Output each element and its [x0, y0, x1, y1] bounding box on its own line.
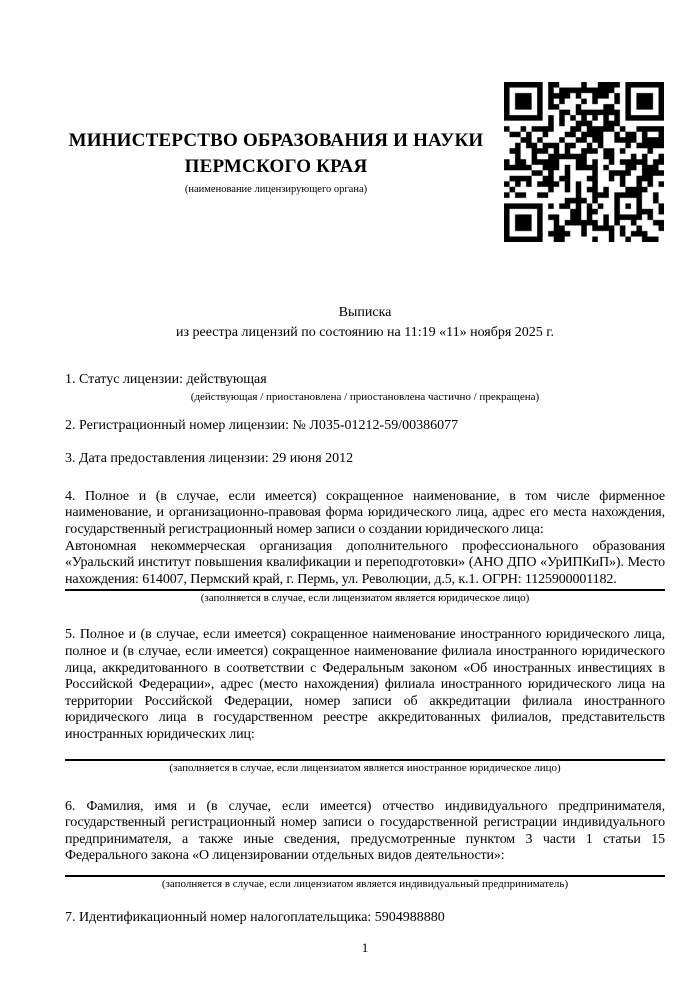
qr-code-icon	[504, 82, 664, 242]
extract-body	[65, 303, 665, 956]
licensing-authority-header	[64, 128, 488, 196]
item-taxpayer-number: 7. Идентификационный номер налогоплательщика: 5904988880	[65, 909, 445, 925]
item-license-status: 1. Статус лицензии: действующая	[65, 372, 267, 387]
item-registration-number: 2. Регистрационный номер лицензии: № Л035-01212-59/00386077	[65, 417, 459, 433]
document-title	[65, 303, 665, 343]
item-legal-entity-value: Автономная некоммерческая организация дополнительного профессионального образования «Уральский институт повышения квалификации и переподготовки» (АНО ДПО «УрИПКиП»). Место нахождения: 614007, Пермский край, г. Пермь, ул. Революции, д.5, к.1. ОГРН: 1125900001182.	[65, 538, 665, 587]
ministry-name-line2: ПЕРМСКОГО КРАЯ	[184, 156, 368, 177]
item-foreign-entity-statement: 5. Полное и (в случае, если имеется) сокращенное наименование иностранного юридического лица, полное и (в случае, если имеется) сокращенное наименование филиала иностранного юридического лица, аккредитованного в соответствии с Федеральным законом «Об иностранных инвестициях в Российской Федерации», адрес (место нахождения) филиала иностранного юридического лица на территории Российской Федерации, номер записи об аккредитации филиала иностранного юридического лица в государственном реестре аккредитованных филиалов, представительств иностранных юридических лиц:	[65, 627, 665, 742]
item-grant-date: 3. Дата предоставления лицензии: 29 июня 2012	[65, 451, 354, 467]
item-legal-entity-statement: 4. Полное и (в случае, если имеется) сокращенное наименование, в том числе фирменное наименование, и организационно-правовая форма юридического лица, адрес его места нахождения, государственный регистрационный номер записи о создании юридического лица:	[65, 488, 665, 537]
ministry-name-caption: (наименование лицензирующего органа)	[184, 184, 368, 195]
item-individual-entrepreneur-statement: 6. Фамилия, имя и (в случае, если имеется) отчество индивидуального предпринимателя, государственный регистрационный номер записи о государственной регистрации индивидуального предпринимателя, а также иные сведения, предусмотренные пунктом 3 части 1 статьи 15 Федерального закона «О лицензировании отдельных видов деятельности»:	[65, 798, 665, 864]
document-title-line1: Выписка	[338, 305, 392, 320]
foreign-entity-caption: (заполняется в случае, если лицензиатом является иностранное юридическое лицо)	[169, 761, 561, 774]
individual-entrepreneur-caption: (заполняется в случае, если лицензиатом является индивидуальный предприниматель)	[161, 877, 569, 890]
ministry-name-line1: МИНИСТЕРСТВО ОБРАЗОВАНИЯ И НАУКИ	[68, 130, 484, 151]
legal-entity-caption: (заполняется в случае, если лицензиатом является юридическое лицо)	[200, 592, 530, 605]
license-status-options-caption: (действующая / приостановлена / приостановлена частично / прекращена)	[190, 390, 540, 403]
page-number: 1	[361, 940, 369, 956]
document-title-line2: из реестра лицензий по состоянию на 11:19 «11» ноября 2025 г.	[176, 325, 554, 340]
